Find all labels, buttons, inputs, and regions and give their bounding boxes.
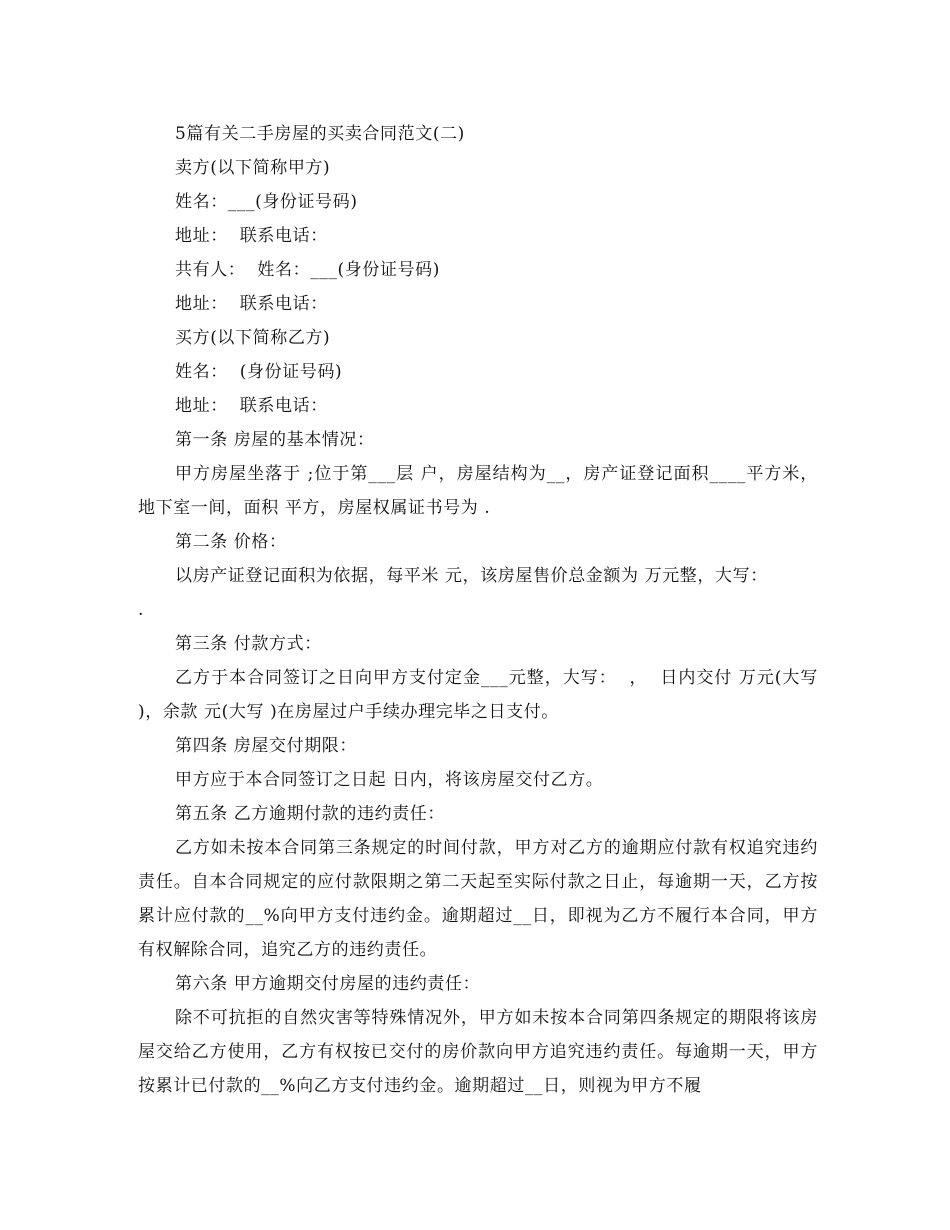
article-4-body: 甲方应于本合同签订之日起 日内，将该房屋交付乙方。: [175, 770, 604, 790]
article-2-trailing-dot: .: [138, 600, 145, 620]
co-owner-line: 共有人： 姓名：___(身份证号码): [175, 260, 440, 280]
article-3-title: 第三条 付款方式：: [175, 634, 322, 654]
article-5-title: 第五条 乙方逾期付款的违约责任：: [175, 804, 446, 824]
article-4-title: 第四条 房屋交付期限：: [175, 736, 358, 756]
article-2-body: 以房产证登记面积为依据，每平米 元，该房屋售价总金额为 万元整，大写：: [175, 566, 768, 586]
co-owner-address-line: 地址： 联系电话：: [175, 294, 328, 314]
document-title: 5篇有关二手房屋的买卖合同范文(二): [175, 124, 465, 144]
article-1-title: 第一条 房屋的基本情况：: [175, 430, 375, 450]
article-2-title: 第二条 价格：: [175, 532, 287, 552]
buyer-name-line: 姓名： (身份证号码): [175, 362, 343, 382]
article-1-body: 甲方房屋坐落于 ;位于第___层 户，房屋结构为__，房产证登记面积____平方米，地下室一间，面积 平方，房屋权属证书号为 .: [138, 464, 818, 518]
article-6-title: 第六条 甲方逾期交付房屋的违约责任：: [175, 974, 481, 994]
buyer-address-line: 地址： 联系电话：: [175, 396, 328, 416]
article-3-body: 乙方于本合同签订之日向甲方支付定金___元整，大写： ， 日内交付 万元(大写 )，余款 元(大写 )在房屋过户手续办理完毕之日支付。: [138, 668, 825, 722]
buyer-heading: 买方(以下简称乙方): [175, 328, 331, 348]
article-5-body: 乙方如未按本合同第三条规定的时间付款，甲方对乙方的逾期应付款有权追究违约责任。自本合同规定的应付款限期之第二天起至实际付款之日止，每逾期一天，乙方按累计应付款的__%向甲方支付违约金。逾期超过__日，即视为乙方不履行本合同，甲方有权解除合同，追究乙方的违约责任。: [138, 838, 818, 960]
seller-name-line: 姓名：___(身份证号码): [175, 192, 358, 212]
seller-address-line: 地址： 联系电话：: [175, 226, 328, 246]
seller-heading: 卖方(以下简称甲方): [175, 158, 331, 178]
article-6-body: 除不可抗拒的自然灾害等特殊情况外，甲方如未按本合同第四条规定的期限将该房屋交给乙方使用，乙方有权按已交付的房价款向甲方追究违约责任。每逾期一天，甲方按累计已付款的__%向乙方支付违约金。逾期超过__日，则视为甲方不履: [138, 1008, 818, 1096]
contract-text: [138, 117, 825, 1103]
